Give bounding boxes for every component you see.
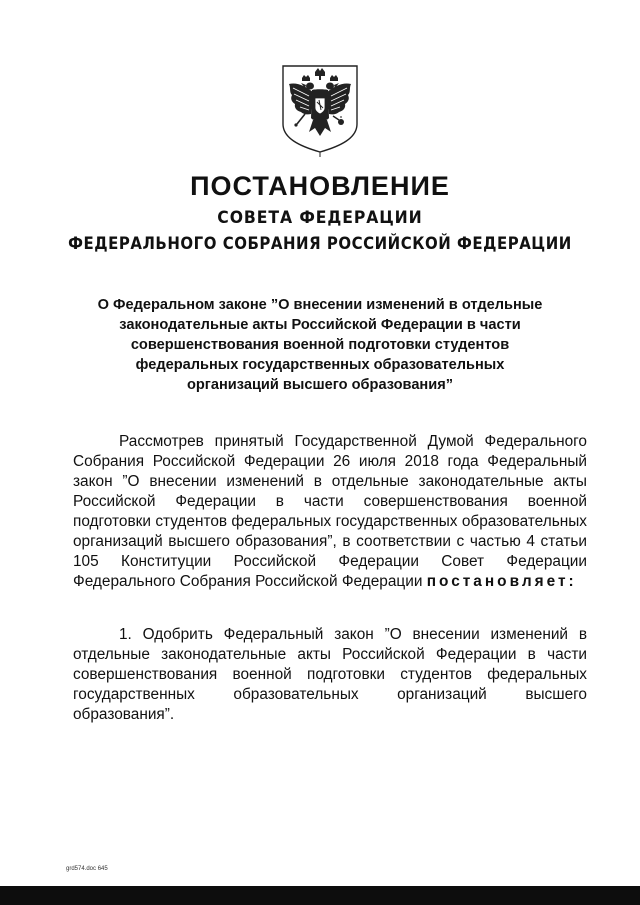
title-line: совершенствования военной подготовки студентов: [130, 337, 510, 353]
preamble-text: Рассмотрев принятый Государственной Думой Федерального Собрания Российской Федерации 26 июля 2018 года Федеральный закон ”О внесении изменений в отдельные законодательные акты Российской Федерации в части совершенствования военной подготовки студентов федеральных государственных образовательных организаций высшего образования”, в соответствии с частью 4 статьи 105 Конституции Российской Федерации Совет Федерации Федерального Собрания Российской Федерации: [73, 433, 587, 590]
document-type-heading: ПОСТАНОВЛЕНИЕ: [190, 171, 450, 201]
coat-of-arms-icon: [275, 62, 365, 158]
issuer-heading: СОВЕТА ФЕДЕРАЦИИ: [217, 208, 423, 228]
title-line: О Федеральном законе ”О внесении изменений в отдельные: [97, 297, 543, 313]
clause-1-text: 1. Одобрить Федеральный закон ”О внесении изменений в отдельные законодательные акты Российской Федерации в части совершенствования военной подготовки студентов федеральных государственных образовательных организаций высшего образования”.: [73, 626, 587, 723]
title-line: федеральных государственных образовательных: [135, 357, 505, 373]
scan-edge-bar: [0, 886, 640, 905]
file-code: grd574.doc 645: [66, 866, 108, 872]
preamble-paragraph: [73, 432, 587, 592]
resolves-keyword: постановляет:: [426, 573, 577, 590]
clause-1-paragraph: [73, 625, 587, 725]
title-line: организаций высшего образования”: [186, 377, 454, 393]
issuer-subheading: ФЕДЕРАЛЬНОГО СОБРАНИЯ РОССИЙСКОЙ ФЕДЕРАЦИИ: [68, 234, 572, 254]
title-line: законодательные акты Российской Федерации в части: [119, 317, 521, 333]
resolution-title: [60, 295, 580, 395]
